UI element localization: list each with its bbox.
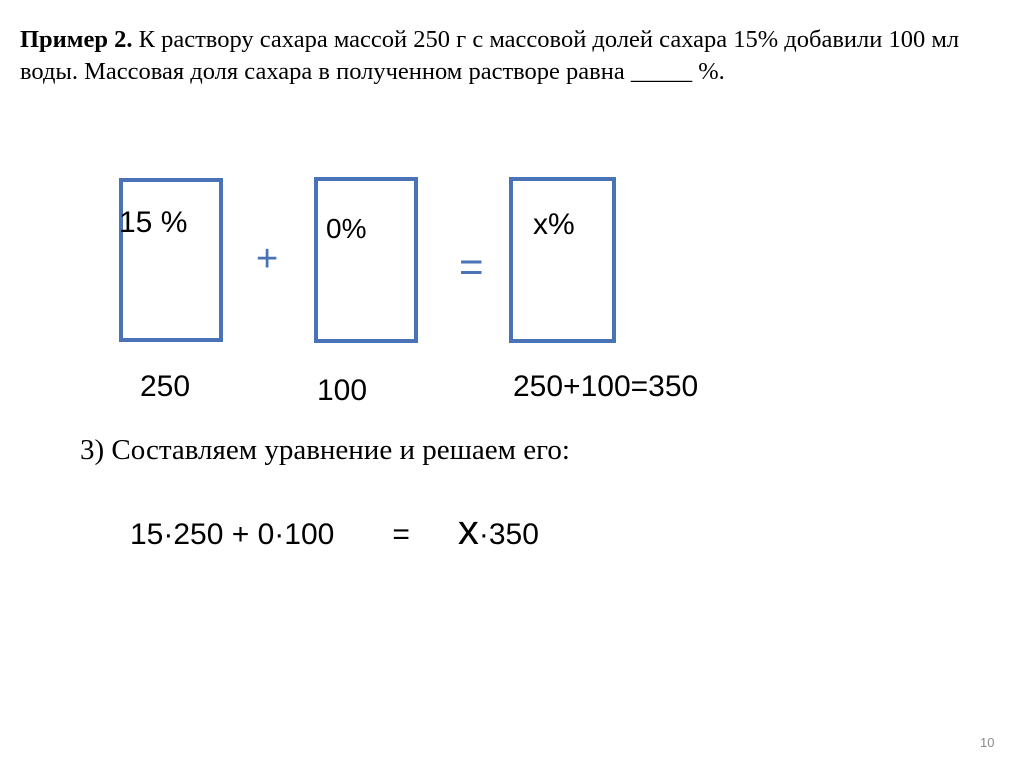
plus-sign: + (256, 238, 279, 280)
initial-solution-percent: 15 % (119, 206, 188, 239)
resulting-solution-percent: х% (533, 208, 575, 241)
equation (130, 508, 539, 557)
equation-right-side: ·350 (478, 518, 539, 551)
equation-equals: = (392, 518, 410, 551)
water-mass: 100 (317, 374, 368, 407)
step-heading: 3) Составляем уравнение и решаем его: (80, 434, 570, 466)
initial-solution-box (119, 178, 223, 342)
equals-sign: = (459, 243, 484, 290)
initial-solution-mass: 250 (140, 370, 191, 403)
problem-statement (20, 24, 1005, 88)
water-percent: 0% (326, 213, 367, 244)
page-number: 10 (980, 735, 995, 750)
problem-label: Пример 2. (20, 26, 133, 53)
equation-left-side: 15·250 + 0·100 (130, 518, 335, 551)
problem-text: К раствору сахара массой 250 г с массовой долей сахара 15% добавили 100 мл воды. Массовая доля сахара в полученном растворе равна _____ %. (20, 26, 960, 85)
equation-unknown: х (457, 506, 479, 553)
resulting-solution-box (509, 177, 616, 343)
resulting-solution-mass: 250+100=350 (513, 370, 699, 403)
water-box (314, 177, 418, 343)
